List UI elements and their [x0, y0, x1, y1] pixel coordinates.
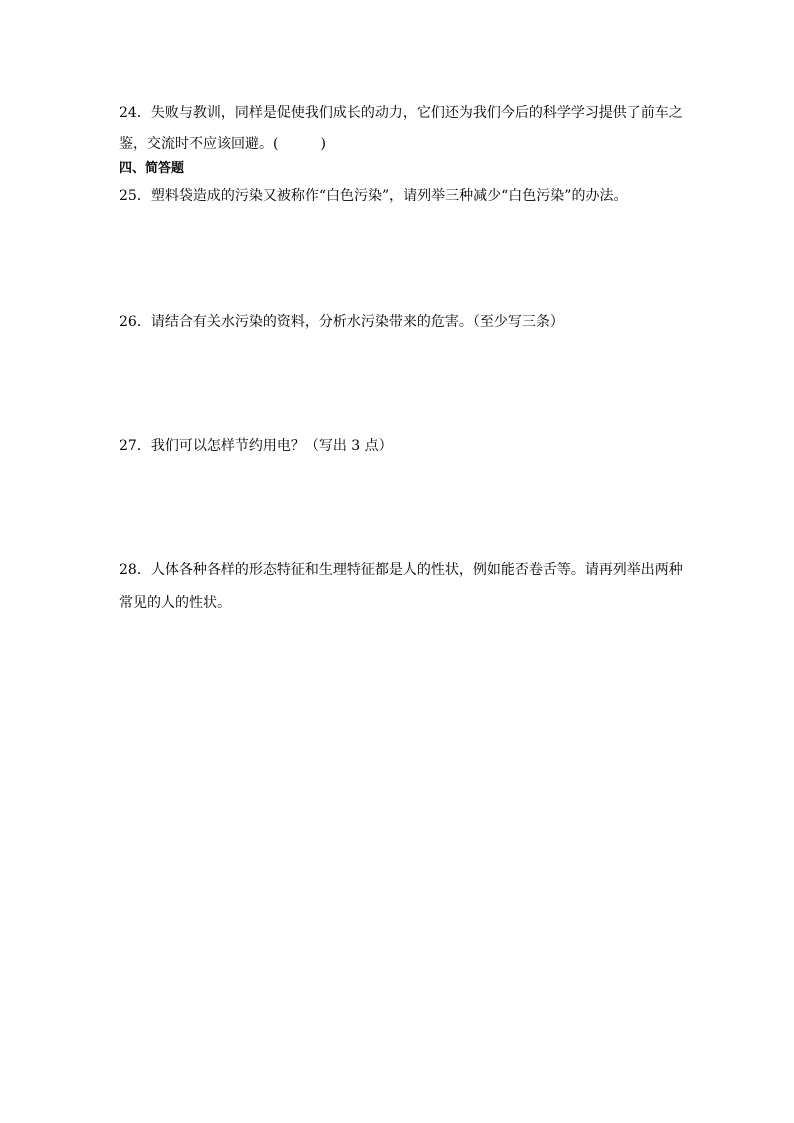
question-26: 26．请结合有关水污染的资料，分析水污染带来的危害。（至少写三条）	[119, 314, 564, 330]
question-27: 27．我们可以怎样节约用电？（写出 3 点）	[119, 438, 393, 454]
question-24-line-1: 24．失败与教训，同样是促使我们成长的动力，它们还为我们今后的科学学习提供了前车之	[119, 105, 683, 121]
question-28-line-1: 28．人体各种各样的形态特征和生理特征都是人的性状，例如能否卷舌等。请再列举出两种	[119, 562, 683, 578]
question-24-line-2: 鉴，交流时不应该回避。( )	[119, 136, 326, 152]
question-28-line-2: 常见的人的性状。	[119, 595, 231, 611]
section-heading-short-answer: 四、简答题	[119, 161, 185, 176]
question-25: 25．塑料袋造成的污染又被称作“白色污染”，请列举三种减少“白色污染”的办法。	[119, 188, 628, 204]
